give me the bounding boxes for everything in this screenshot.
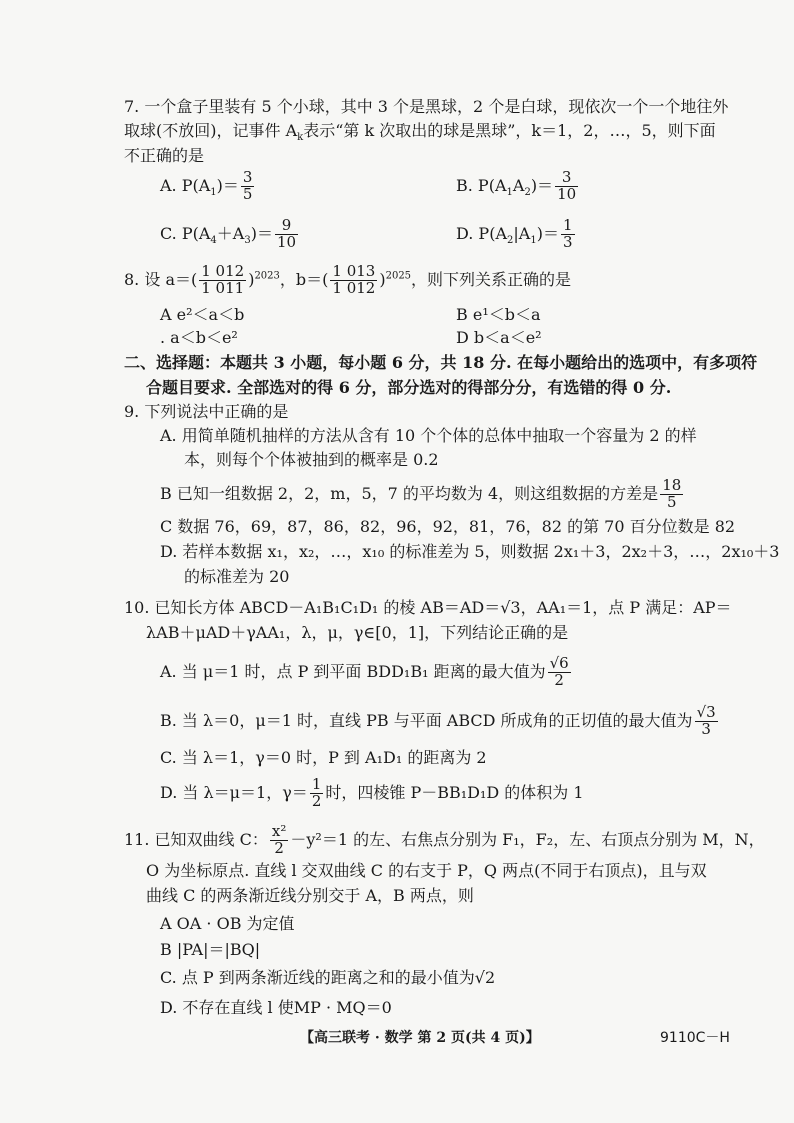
- q7-stem-part1: 取球(不放回)，记事件 A: [124, 121, 298, 140]
- q10-option-d-denominator: 2: [311, 791, 322, 810]
- q7-stem-line3: 不正确的是: [124, 146, 205, 165]
- q7-option-d-fraction: [561, 218, 575, 251]
- q10-option-d-pre: D. 当 λ＝μ＝1，γ＝: [160, 782, 308, 802]
- q7-option-a-fraction: [241, 170, 255, 203]
- q7-option-c-sub2: 3: [244, 234, 251, 246]
- q7-option-c: [160, 218, 300, 251]
- q7-stem-line1: 7. 一个盒子里装有 5 个小球，其中 3 个是黑球，2 个是白球，现依次一个一个地往外: [124, 97, 729, 116]
- page-footer-code: 9110C－H: [660, 1030, 730, 1046]
- q8-paren-close-1: ): [248, 269, 255, 289]
- q10-option-c: C. 当 λ＝1，γ＝0 时，P 到 A₁D₁ 的距离为 2: [160, 748, 487, 767]
- section2-heading-line2: 合题目要求. 全部选对的得 6 分，部分选对的得部分分，有选错的得 0 分.: [146, 378, 672, 397]
- q8-stem-c: ，则下列关系正确的是: [411, 269, 572, 289]
- q7-subscript-k: k: [297, 132, 304, 144]
- q10-option-b-fraction: [695, 705, 718, 738]
- q8-stem-b: ，b＝(: [279, 269, 329, 289]
- q7-option-d-sub2: 1: [530, 234, 537, 246]
- q7-option-d-pre: D. P(A: [456, 223, 507, 243]
- q10-option-a-numerator: √6: [549, 654, 569, 672]
- q11-option-d: D. 不存在直线 l 使MP · MQ＝0: [160, 998, 392, 1017]
- q7-option-a-numerator: 3: [242, 168, 253, 186]
- q11-stem-numerator: x²: [271, 822, 287, 840]
- q9-option-b-text: B 已知一组数据 2，2，m，5，7 的平均数为 4，则这组数据的方差是: [160, 483, 659, 503]
- q7-option-b-pre: B. P(A: [456, 175, 507, 195]
- q9-option-c: C 数据 76，69，87，86，82，96，92，81，76，82 的第 70 百分位数是 82: [160, 517, 736, 536]
- q9-option-b-denominator: 5: [666, 492, 677, 511]
- q9-option-d-line1: D. 若样本数据 x₁，x₂，…，x₁₀ 的标准差为 5，则数据 2x₁＋3，2x₂＋3，…，2x₁₀＋3: [160, 542, 780, 561]
- q8-exponent-1: 2023: [254, 270, 280, 282]
- q7-option-b-sub2: 2: [524, 186, 531, 198]
- q7-option-c-sub1: 4: [210, 234, 217, 246]
- q7-option-c-mid: )＝: [250, 223, 273, 243]
- q10-stem-line1: 10. 已知长方体 ABCD－A₁B₁C₁D₁ 的棱 AB＝AD＝√3，AA₁＝1，点 P 满足：AP＝: [124, 598, 732, 617]
- q7-stem-part2: 表示“第 k 次取出的球是黑球”，k＝1，2，…，5，则下面: [303, 121, 716, 140]
- q7-stem-line2: [124, 121, 716, 144]
- q10-option-d-fraction: [310, 777, 324, 810]
- q11-stem-post: －y²＝1 的左、右焦点分别为 F₁，F₂，左、右顶点分别为 M，N，: [290, 829, 765, 849]
- q10-option-d: [160, 777, 584, 810]
- q10-option-d-post: 时，四棱锥 P－BB₁D₁D 的体积为 1: [325, 782, 584, 802]
- q11-stem-denominator: 2: [274, 838, 284, 857]
- q7-option-c-denominator: 10: [276, 232, 297, 251]
- q7-option-a-pre: A. P(A: [160, 175, 211, 195]
- q8-option-d: D b＜a＜e²: [456, 328, 542, 347]
- q8-option-b: B e¹＜b＜a: [456, 305, 541, 324]
- section2-heading-line1: 二、选择题：本题共 3 小题，每小题 6 分，共 18 分. 在每小题给出的选项中，有多项符: [124, 353, 758, 372]
- q8-stem: [124, 264, 571, 297]
- q10-option-a-fraction: [548, 656, 571, 689]
- q8-fraction-2-numerator: 1 013: [332, 262, 376, 280]
- q8-fraction-2-denominator: 1 012: [332, 278, 376, 297]
- q11-stem-fraction: [270, 824, 288, 857]
- q7-option-b-mid: )＝: [530, 175, 554, 195]
- q10-option-a-text: A. 当 μ＝1 时，点 P 到平面 BDD₁B₁ 距离的最大值为: [160, 661, 546, 681]
- q9-option-d-line2: 的标准差为 20: [184, 567, 290, 586]
- q9-option-b-numerator: 18: [662, 476, 682, 494]
- q7-option-b: [456, 170, 580, 203]
- q8-fraction-2: [330, 264, 377, 297]
- q10-option-b-denominator: 3: [701, 719, 711, 738]
- q11-option-b: B |PA|＝|BQ|: [160, 940, 261, 959]
- q10-stem-line2: λAB＋μAD＋γAA₁，λ，μ，γ∈[0，1]，下列结论正确的是: [146, 623, 569, 642]
- q9-option-b: [160, 478, 685, 511]
- q10-option-b-text: B. 当 λ＝0，μ＝1 时，直线 PB 与平面 ABCD 所成角的正切值的最大值为: [160, 710, 693, 730]
- q7-option-d-numerator: 1: [562, 216, 573, 234]
- q8-fraction-1-denominator: 1 011: [201, 278, 245, 297]
- q7-option-c-pre: C. P(A: [160, 223, 211, 243]
- q8-fraction-1: [199, 264, 246, 297]
- q9-stem: 9. 下列说法中正确的是: [124, 402, 289, 421]
- q11-stem-line1: [124, 824, 765, 857]
- q7-option-d-mid: )＝: [536, 223, 559, 243]
- q11-option-c: C. 点 P 到两条渐近线的距离之和的最小值为√2: [160, 968, 496, 987]
- q8-option-a: A e²＜a＜b: [160, 305, 245, 324]
- q7-option-b-numerator: 3: [555, 170, 578, 187]
- q11-stem-line2: O 为坐标原点. 直线 l 交双曲线 C 的右支于 P，Q 两点(不同于右顶点)，且与双: [146, 861, 707, 880]
- q7-option-c-fraction: [275, 218, 298, 251]
- q10-option-a: [160, 656, 573, 689]
- q7-option-a-sub: 1: [210, 186, 217, 198]
- q7-option-c-plus: ＋A: [216, 223, 245, 243]
- q10-option-b: [160, 705, 720, 738]
- q9-option-b-fraction: [660, 478, 683, 511]
- q7-option-d-given: |A: [513, 223, 531, 243]
- q8-option-c: . a＜b＜e²: [160, 328, 238, 347]
- page-footer-center: 【高三联考 · 数学 第 2 页(共 4 页)】: [300, 1030, 540, 1046]
- q7-option-b-fraction: [555, 170, 578, 203]
- q10-option-b-numerator: √3: [696, 703, 716, 721]
- q7-option-b-a2: A: [512, 175, 525, 195]
- q7-option-d: [456, 218, 577, 251]
- q8-stem-a: 8. 设 a＝(: [124, 269, 198, 289]
- q7-option-d-sub1: 2: [507, 234, 514, 246]
- q9-option-a-line1: A. 用简单随机抽样的方法从含有 10 个个体的总体中抽取一个容量为 2 的样: [160, 426, 697, 445]
- q7-option-a-denominator: 5: [242, 184, 253, 203]
- q10-option-d-numerator: 1: [311, 775, 322, 793]
- q10-option-a-denominator: 2: [554, 670, 564, 689]
- q8-paren-close-2: ): [379, 269, 386, 289]
- q7-option-a: [160, 170, 256, 203]
- q7-option-a-mid: )＝: [216, 175, 239, 195]
- q9-option-a-line2: 本，则每个个体被抽到的概率是 0.2: [184, 450, 439, 469]
- q7-option-b-denominator: 10: [557, 184, 577, 203]
- q11-stem-pre: 11. 已知双曲线 C：: [124, 829, 268, 849]
- q11-option-a: A OA · OB 为定值: [160, 914, 295, 933]
- q8-fraction-1-numerator: 1 012: [201, 262, 245, 280]
- q7-option-c-numerator: 9: [275, 218, 298, 235]
- q7-option-b-sub1: 1: [506, 186, 513, 198]
- q8-exponent-2: 2025: [385, 270, 412, 282]
- q7-option-d-denominator: 3: [562, 232, 573, 251]
- q11-stem-line3: 曲线 C 的两条渐近线分别交于 A，B 两点，则: [146, 886, 474, 905]
